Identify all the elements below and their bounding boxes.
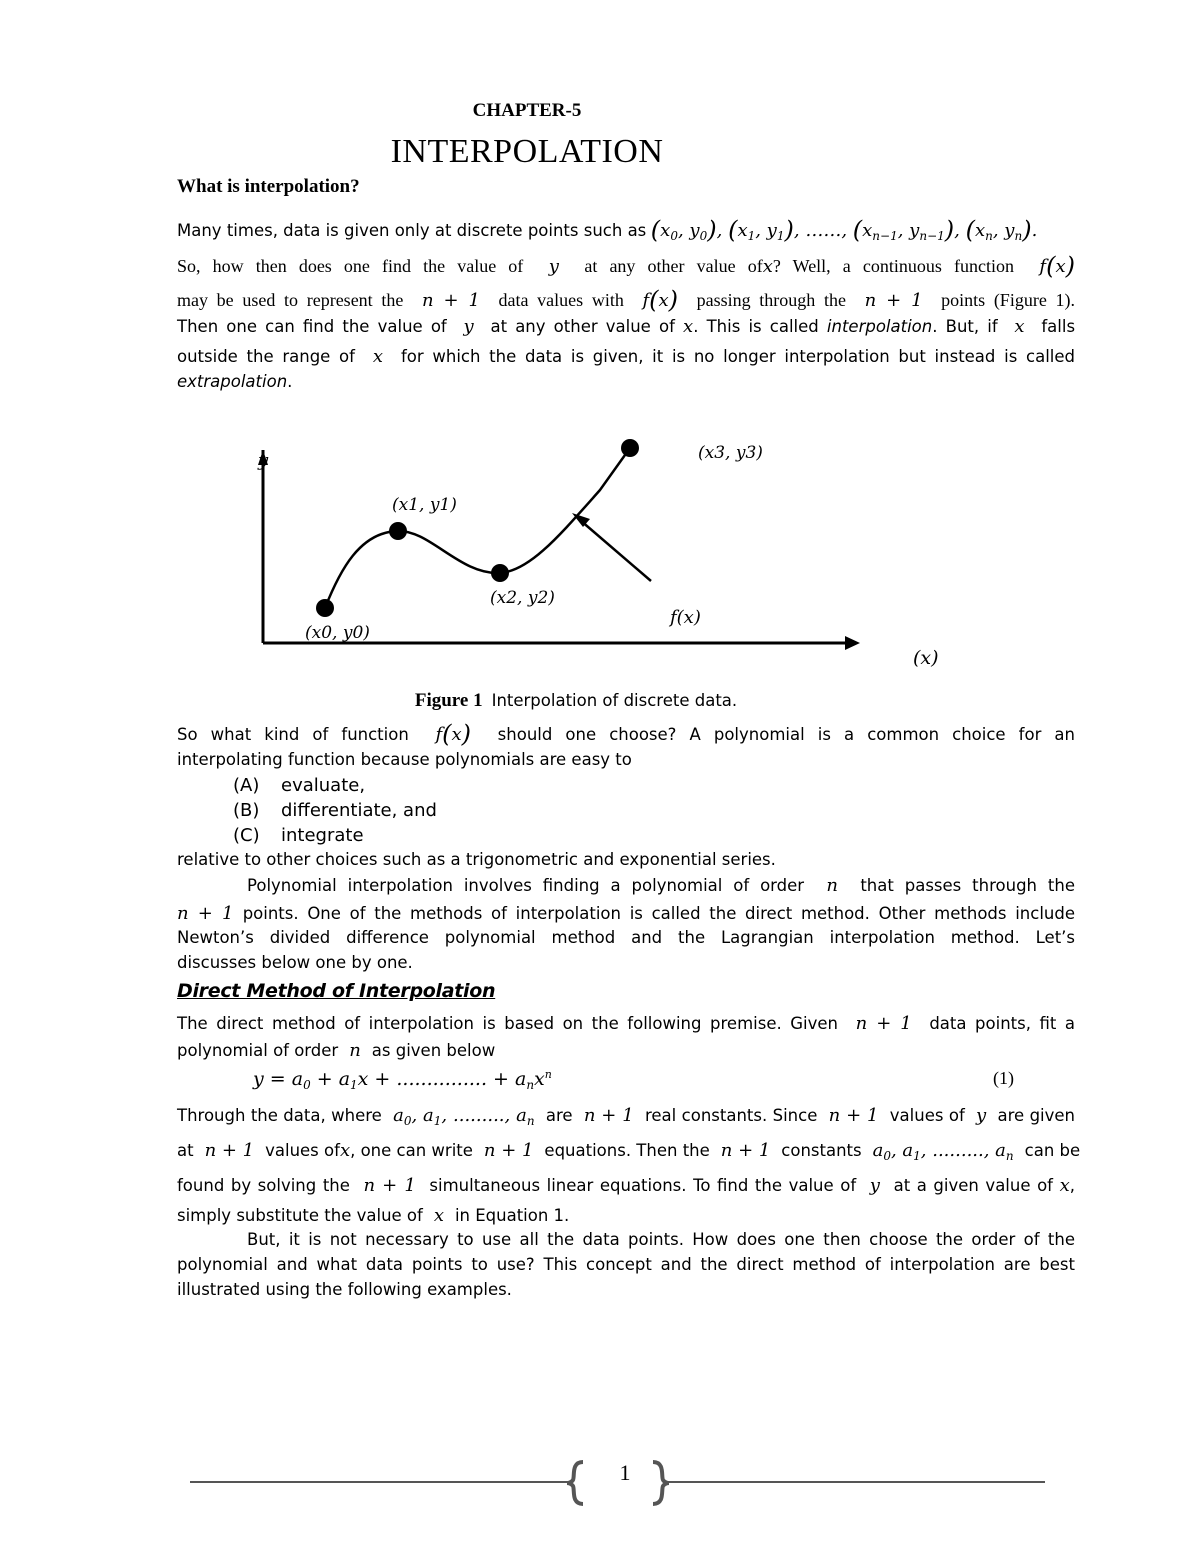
interpolation-figure	[0, 420, 1200, 680]
paragraph-line: discusses below one by one.	[177, 953, 413, 972]
paragraph-line: But, it is not necessary to use all the data points. How does one then choose the order of the	[247, 1230, 1075, 1249]
section-heading-what-is-interpolation: What is interpolation?	[177, 176, 360, 197]
paragraph-line: Then one can find the value of y at any other value of x. This is called interpolation. But, if x falls	[177, 316, 1076, 337]
paragraph-line: Newton’s divided difference polynomial method and the Lagrangian interpolation method. Let’s	[177, 928, 1075, 947]
paragraph-line: polynomial and what data points to use? This concept and the direct method of interpolation are best	[177, 1255, 1075, 1274]
function-label: f(x)	[670, 607, 701, 628]
paragraph-line: may be used to represent the n + 1 data values with f(x) passing through the n + 1 points (Figure 1).	[177, 286, 1075, 314]
paragraph-line: relative to other choices such as a trigonometric and exponential series.	[177, 850, 776, 869]
y-axis-label: y	[258, 450, 269, 471]
data-point-0	[316, 599, 334, 617]
paragraph-line: polynomial of order n as given below	[177, 1040, 496, 1061]
paragraph-line: outside the range of x for which the data is given, it is no longer interpolation but instead is called	[177, 346, 1075, 367]
paragraph-line: So what kind of function f(x) should one choose? A polynomial is a common choice for an	[177, 720, 1076, 748]
x-axis-label: (x)	[913, 647, 939, 669]
point-label-0: (x0, y0)	[305, 623, 370, 643]
point-label-2: (x2, y2)	[490, 588, 555, 608]
figure-caption: Figure 1 Interpolation of discrete data.	[414, 690, 738, 711]
footer-rule-right	[665, 1481, 1045, 1483]
footer-rule-left	[190, 1481, 568, 1483]
paragraph-line: simply substitute the value of x in Equation 1.	[177, 1205, 570, 1226]
list-item: (B) differentiate, and	[233, 800, 437, 821]
paragraph-line: extrapolation.	[177, 372, 293, 391]
paragraph-line: found by solving the n + 1 simultaneous linear equations. To find the value of y at a given value of x,	[177, 1175, 1075, 1196]
interpolating-curve	[325, 448, 630, 608]
equation-1: $y = a_0 + a_1x$ + ............... + $a_nx^n$	[253, 1068, 552, 1092]
data-point-1	[389, 522, 407, 540]
data-point-2	[491, 564, 509, 582]
chapter-label: CHAPTER-5	[472, 100, 582, 121]
page-title: INTERPOLATION	[390, 133, 664, 170]
paragraph-line: interpolating function because polynomials are easy to	[177, 750, 632, 769]
paragraph-line: Polynomial interpolation involves finding a polynomial of order n that passes through the	[247, 875, 1075, 896]
paragraph-line: n + 1 points. One of the methods of interpolation is called the direct method. Other methods include	[177, 903, 1075, 924]
x-axis-arrow-icon	[845, 636, 860, 650]
data-point-3	[621, 439, 639, 457]
paragraph-line: Through the data, where $a_0$, $a_1$, ........., $a_n$ are n + 1 real constants. Since n + 1 values of y are given	[177, 1105, 1076, 1128]
page-number: 1	[619, 1460, 631, 1485]
paragraph-line: The direct method of interpolation is based on the following premise. Given n + 1 data points, fit a	[177, 1013, 1076, 1034]
paragraph-line: So, how then does one find the value of y at any other value ofx? Well, a continuous function f(x)	[177, 252, 1075, 280]
equation-number: (1)	[993, 1068, 1014, 1088]
paragraph-line: Many times, data is given only at discrete points such as ($x_0$, $y_0$), ($x_1$, $y_1$), ……, ($x_{n-1}$, $y_{n-1}$), ($x_n$, $y_n$).	[177, 216, 1038, 244]
paragraph-line: illustrated using the following examples.	[177, 1280, 512, 1299]
list-item: (A) evaluate,	[233, 775, 366, 796]
section-heading-direct-method: Direct Method of Interpolation	[177, 980, 496, 1002]
paragraph-line: at n + 1 values ofx, one can write n + 1 equations. Then the n + 1 constants $a_0$, $a_1$, ........., $a_n$ can be	[177, 1140, 1081, 1163]
point-label-1: (x1, y1)	[392, 495, 457, 515]
function-pointer-arrow	[580, 520, 651, 581]
point-label-3: (x3, y3)	[698, 443, 763, 463]
list-item: (C) integrate	[233, 825, 364, 846]
